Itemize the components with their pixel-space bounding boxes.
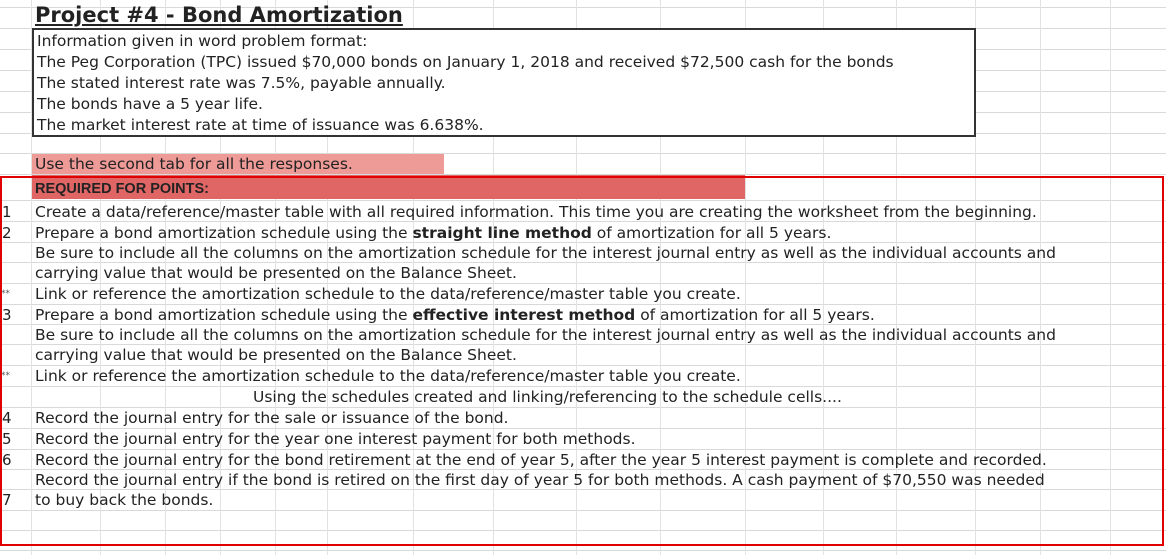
grid-row-line <box>0 200 1166 201</box>
info-line: The Peg Corporation (TPC) issued $70,000 bonds on January 1, 2018 and received $72,500 cash for the bonds <box>37 53 894 71</box>
requirement-3-note: carrying value that would be presented on the Balance Sheet. <box>35 346 517 364</box>
straight-line-method-emphasis: straight line method <box>412 224 592 242</box>
instruction-note: Use the second tab for all the responses. <box>32 154 444 174</box>
effective-interest-method-emphasis: effective interest method <box>412 306 636 324</box>
info-line: The market interest rate at time of issuance was 6.638%. <box>37 116 484 134</box>
requirement-2 <box>35 223 831 243</box>
info-line: The bonds have a 5 year life. <box>37 95 263 113</box>
requirement-7-continued: to buy back the bonds. <box>35 491 214 509</box>
requirement-star: ** <box>1 289 10 299</box>
requirement-4: Record the journal entry for the sale or issuance of the bond. <box>35 409 509 427</box>
requirement-number: 1 <box>2 203 12 221</box>
grid-row-line <box>0 510 1166 511</box>
requirement-6: Record the journal entry for the bond retirement at the end of year 5, after the year 5 interest payment is complete and recorded. <box>35 451 1047 469</box>
requirement-3-note: Be sure to include all the columns on the amortization schedule for the interest journal entry as well as the individual accounts and <box>35 326 1056 344</box>
requirement-2-note: Be sure to include all the columns on the amortization schedule for the interest journal entry as well as the individual accounts and <box>35 244 1056 262</box>
requirement-number: 2 <box>2 224 12 242</box>
grid-row-line <box>0 550 1166 551</box>
requirement-3-text: of amortization for all 5 years. <box>635 306 875 324</box>
requirement-number: 3 <box>2 306 12 324</box>
requirement-2-note: carrying value that would be presented on the Balance Sheet. <box>35 264 517 282</box>
problem-info-box <box>32 28 976 137</box>
requirement-number: 4 <box>2 409 12 427</box>
requirement-3-text: Prepare a bond amortization schedule using the <box>35 306 413 324</box>
page-title: Project #4 - Bond Amortization <box>35 3 403 27</box>
info-line: Information given in word problem format: <box>37 32 368 50</box>
requirement-number: 7 <box>2 491 12 509</box>
requirement-star: ** <box>1 371 10 381</box>
grid-column-line <box>1110 0 1111 555</box>
requirement-2-text: of amortization for all 5 years. <box>591 224 832 242</box>
requirement-3 <box>35 305 875 325</box>
requirement-1: Create a data/reference/master table with all required information. This time you are creating the worksheet from the beginning. <box>35 203 1037 221</box>
requirement-5: Record the journal entry for the year one interest payment for both methods. <box>35 430 636 448</box>
info-line: The stated interest rate was 7.5%, payable annually. <box>37 74 446 92</box>
requirement-2-text: Prepare a bond amortization schedule using the <box>35 224 413 242</box>
grid-row-line <box>0 530 1166 531</box>
requirement-3-link: Link or reference the amortization schedule to the data/reference/master table you create. <box>35 367 741 385</box>
requirement-7: Record the journal entry if the bond is retired on the first day of year 5 for both methods. A cash payment of $70,550 was needed <box>35 471 1045 489</box>
requirement-number: 5 <box>2 430 12 448</box>
required-heading: REQUIRED FOR POINTS: <box>32 175 745 199</box>
requirement-2-link: Link or reference the amortization schedule to the data/reference/master table you create. <box>35 285 741 303</box>
using-schedules-note: Using the schedules created and linking/referencing to the schedule cells.... <box>253 388 842 406</box>
requirement-number: 6 <box>2 451 12 469</box>
